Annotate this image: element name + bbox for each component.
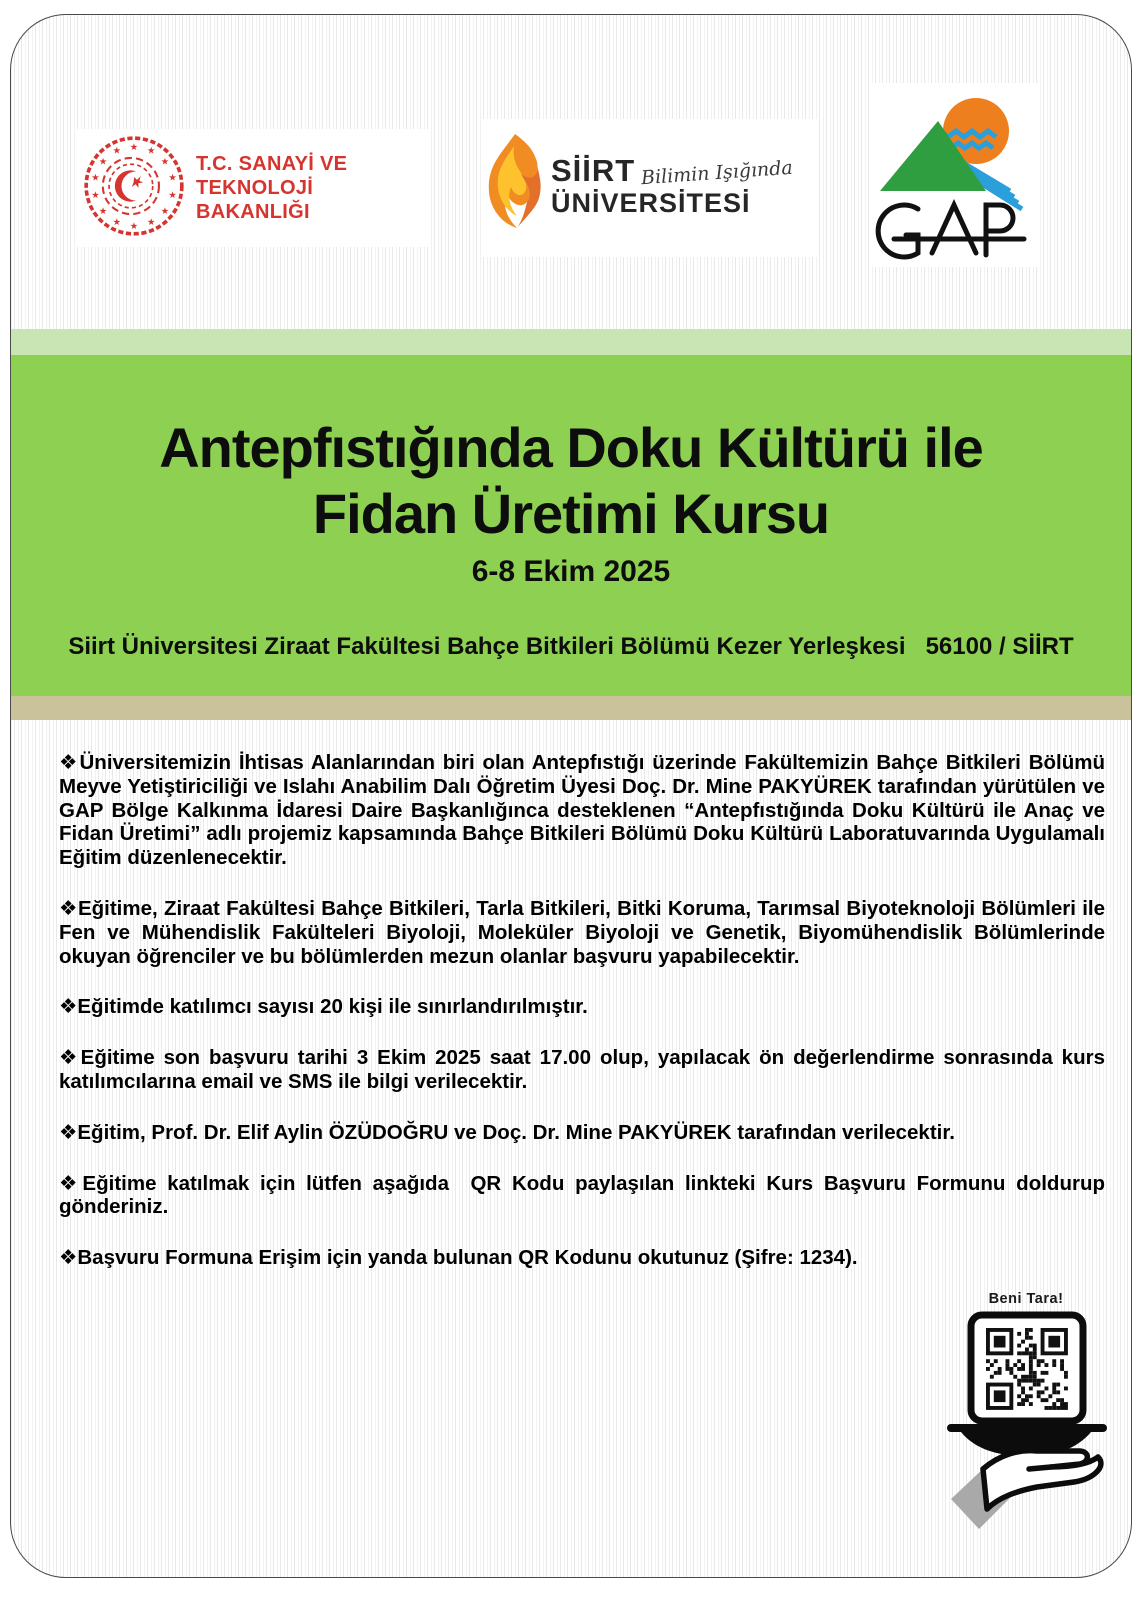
svg-text:★: ★ xyxy=(112,145,122,156)
course-date: 6-8 Ekim 2025 xyxy=(471,555,671,588)
course-title xyxy=(11,355,1131,547)
university-name-line1: SİİRT xyxy=(551,153,636,188)
paragraph-capacity: ❖Eğitimde katılımcı sayısı 20 kişi ile sınırlandırılmıştır. xyxy=(59,995,588,1019)
title-banner xyxy=(11,355,1131,696)
ministry-logo xyxy=(76,129,428,247)
flame-icon xyxy=(481,132,543,245)
svg-text:★: ★ xyxy=(91,172,100,183)
svg-text:★: ★ xyxy=(129,141,139,152)
ministry-name-line2: TEKNOLOJİ BAKANLIĞI xyxy=(196,177,314,223)
svg-text:★: ★ xyxy=(129,220,139,231)
course-location: Siirt Üniversitesi Ziraat Fakültesi Bahçe Bitkileri Bölümü Kezer Yerleşkesi 56100 / SİİRT xyxy=(68,633,1074,660)
svg-text:★: ★ xyxy=(98,205,108,216)
ministry-name-line1: T.C. SANAYİ VE xyxy=(196,153,348,175)
qr-code-icon xyxy=(933,1309,1119,1541)
course-title-line1: Antepfıstığında Doku Kültürü ile xyxy=(159,416,983,479)
paragraph-project-info: ❖Üniversitemizin İhtisas Alanlarından biri olan Antepfıstığı üzerinde Fakültemizin Bahçe Bitkileri Bölümü Meyve Yetiştiriciliği ve Islahı Anabilim Dalı Öğretim Üyesi Doç. Dr. Mine PAKYÜREK tarafından yürütülen ve GAP Bölge Kalkınma İdaresi Daire Başkanlığınca desteklenen “Antepfıstığında Doku Kültürü ile Anaç ve Fidan Üretimi” adlı projemiz kapsamında Bahçe Bitkileri Bölümü Doku Kültürü Laboratuvarında Uygulamalı Eğitim düzenlenecektir. xyxy=(59,751,1105,870)
paragraph-qr-instructions: ❖Başvuru Formuna Erişim için yanda bulunan QR Kodunu okutunuz (Şifre: 1234). xyxy=(59,1246,858,1270)
university-logo xyxy=(481,119,817,257)
svg-text:★: ★ xyxy=(168,172,177,183)
qr-scan-label: Beni Tara! xyxy=(988,1291,1064,1307)
announcement-body xyxy=(59,751,1105,1297)
paragraph-eligibility: ❖Eğitime, Ziraat Fakültesi Bahçe Bitkileri, Tarla Bitkileri, Bitki Koruma, Tarımsal Biyoteknoloji Bölümleri ile Fen ve Mühendislik Fakülteleri Biyoloji, Moleküler Biyoloji ve Genetik, Biyomühendislik Bölümlerinde okuyan öğrenciler ve bu bölümlerden mezun olanlar başvuru yapabilecektir. xyxy=(59,896,1105,968)
svg-text:★: ★ xyxy=(146,145,156,156)
course-title-line2: Fidan Üretimi Kursu xyxy=(312,482,830,545)
paragraph-instructors: ❖Eğitim, Prof. Dr. Elif Aylin ÖZÜDOĞRU ve Doç. Dr. Mine PAKYÜREK tarafından verilecektir. xyxy=(59,1120,955,1144)
poster-frame xyxy=(10,14,1132,1578)
university-name-line2: ÜNİVERSİTESİ xyxy=(551,188,751,218)
light-green-strip xyxy=(11,329,1131,355)
university-slogan: Bilimin Işığında xyxy=(640,156,794,190)
svg-text:★: ★ xyxy=(160,156,170,167)
svg-text:★: ★ xyxy=(112,216,122,227)
gap-emblem-icon xyxy=(874,87,1034,263)
gap-logo xyxy=(869,83,1039,267)
paragraph-deadline: ❖Eğitime son başvuru tarihi 3 Ekim 2025 saat 17.00 olup, yapılacak ön değerlendirme sonrasında kurs katılımcılarına email ve SMS ile bilgi verilecektir. xyxy=(59,1046,1105,1093)
qr-graphic xyxy=(933,1291,1119,1543)
svg-text:★: ★ xyxy=(168,189,177,200)
svg-text:★: ★ xyxy=(160,205,170,216)
svg-text:★: ★ xyxy=(98,156,108,167)
svg-text:★: ★ xyxy=(91,189,100,200)
svg-text:★: ★ xyxy=(146,216,156,227)
ministry-emblem-icon xyxy=(82,134,186,243)
paragraph-application-form: ❖Eğitime katılmak için lütfen aşağıda QR Kodu paylaşılan linkteki Kurs Başvuru Formunu doldurup gönderiniz. xyxy=(59,1171,1105,1219)
tan-strip xyxy=(11,696,1131,720)
